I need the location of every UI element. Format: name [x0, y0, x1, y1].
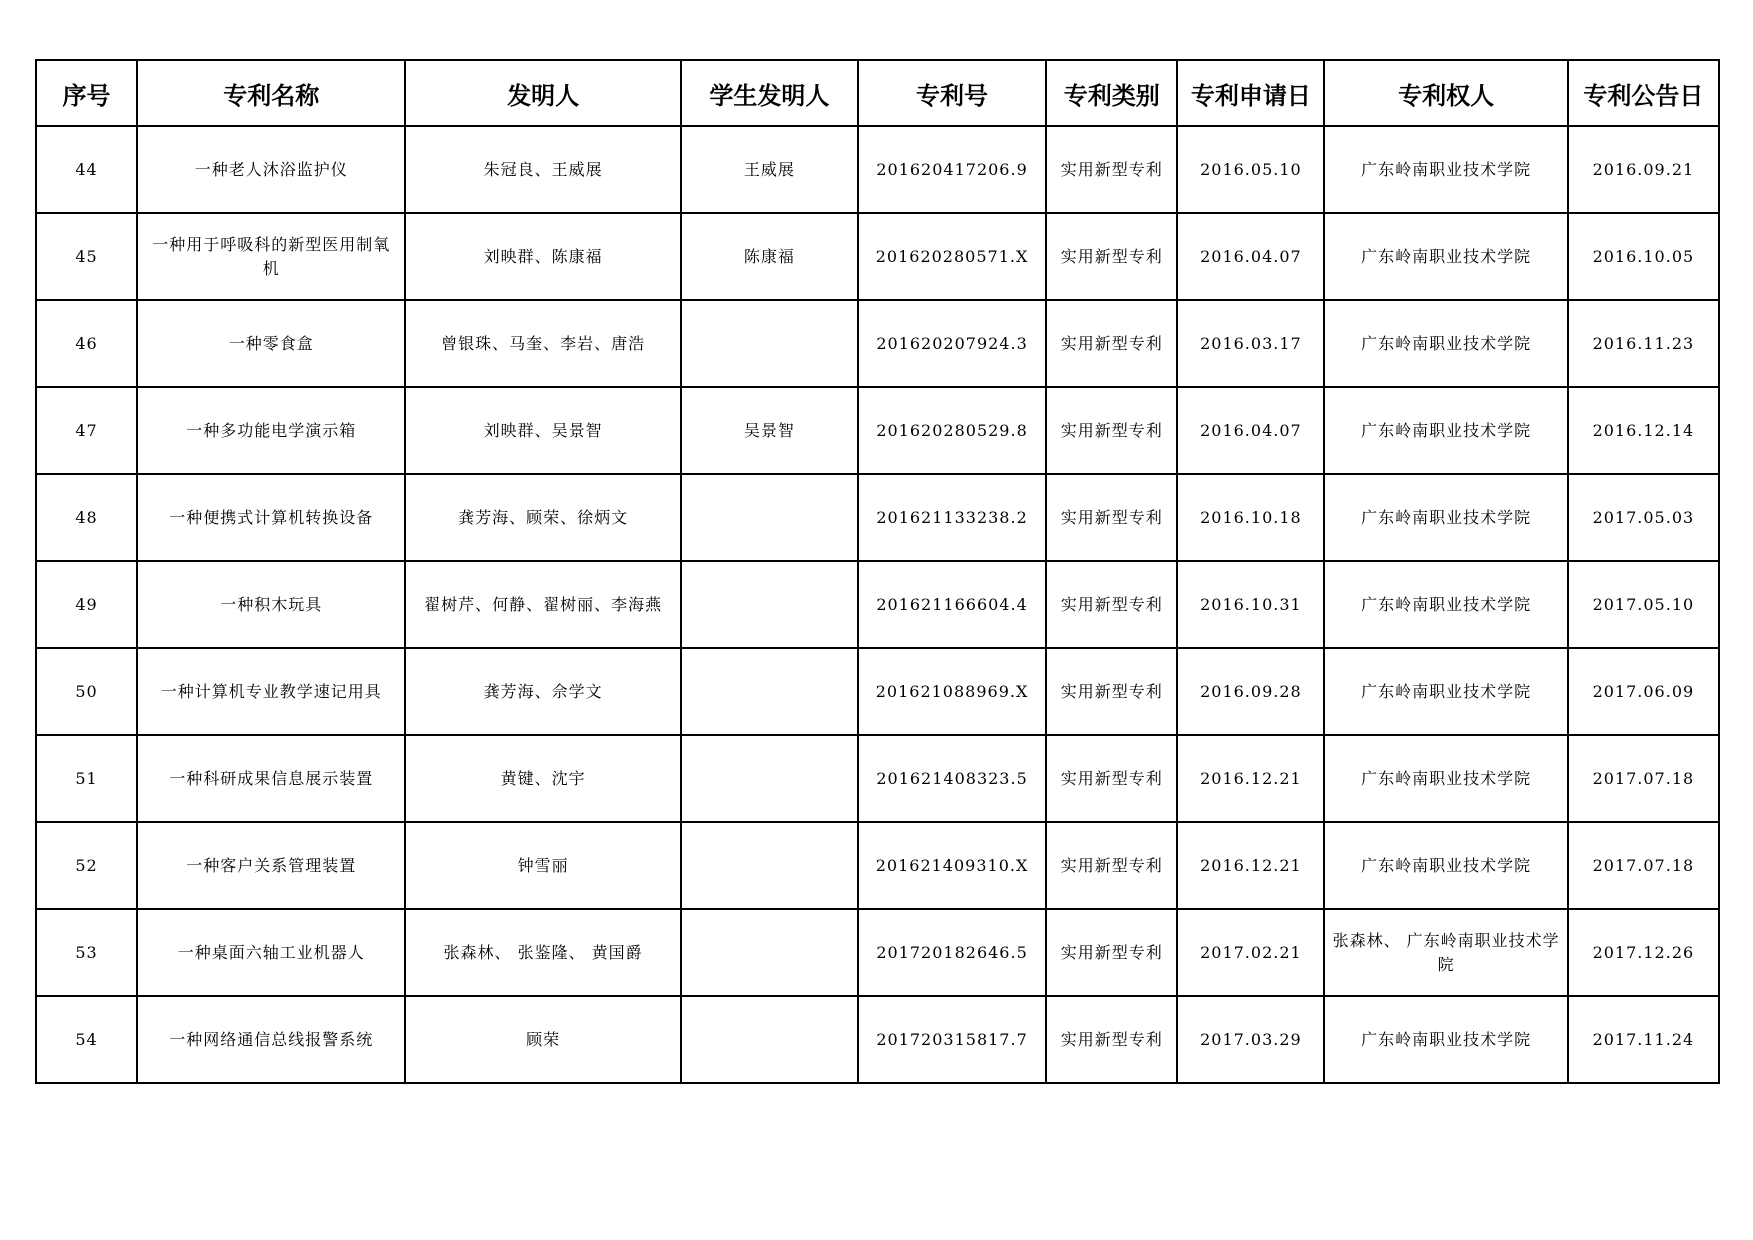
cell-owner: 广东岭南职业技术学院 [1324, 213, 1567, 300]
header-inventors: 发明人 [405, 60, 680, 126]
cell-type: 实用新型专利 [1046, 126, 1177, 213]
cell-type: 实用新型专利 [1046, 561, 1177, 648]
table-row [36, 126, 1719, 213]
cell-owner: 广东岭南职业技术学院 [1324, 561, 1567, 648]
cell-student-inventor [681, 822, 858, 909]
cell-patent-no: 201620280571.X [858, 213, 1046, 300]
cell-publish-date: 2017.06.09 [1568, 648, 1719, 735]
table-header [36, 60, 1719, 126]
cell-name: 一种桌面六轴工业机器人 [137, 909, 405, 996]
cell-patent-no: 201621133238.2 [858, 474, 1046, 561]
cell-student-inventor [681, 474, 858, 561]
cell-apply-date: 2016.12.21 [1177, 822, 1324, 909]
table-row [36, 213, 1719, 300]
cell-student-inventor [681, 561, 858, 648]
cell-patent-no: 201720315817.7 [858, 996, 1046, 1083]
cell-no: 46 [36, 300, 137, 387]
cell-type: 实用新型专利 [1046, 387, 1177, 474]
cell-publish-date: 2017.12.26 [1568, 909, 1719, 996]
cell-apply-date: 2016.10.18 [1177, 474, 1324, 561]
cell-owner: 广东岭南职业技术学院 [1324, 474, 1567, 561]
cell-type: 实用新型专利 [1046, 909, 1177, 996]
cell-inventors: 黄键、沈宇 [405, 735, 680, 822]
cell-patent-no: 201621166604.4 [858, 561, 1046, 648]
cell-publish-date: 2017.11.24 [1568, 996, 1719, 1083]
cell-apply-date: 2016.10.31 [1177, 561, 1324, 648]
cell-patent-no: 201720182646.5 [858, 909, 1046, 996]
cell-owner: 广东岭南职业技术学院 [1324, 387, 1567, 474]
cell-apply-date: 2016.12.21 [1177, 735, 1324, 822]
cell-owner: 张森林、 广东岭南职业技术学院 [1324, 909, 1567, 996]
cell-student-inventor [681, 648, 858, 735]
cell-owner: 广东岭南职业技术学院 [1324, 996, 1567, 1083]
table-row [36, 996, 1719, 1083]
cell-apply-date: 2017.03.29 [1177, 996, 1324, 1083]
cell-student-inventor [681, 300, 858, 387]
cell-no: 52 [36, 822, 137, 909]
cell-name: 一种计算机专业教学速记用具 [137, 648, 405, 735]
cell-inventors: 顾荣 [405, 996, 680, 1083]
table-row [36, 387, 1719, 474]
cell-name: 一种零食盒 [137, 300, 405, 387]
header-no: 序号 [36, 60, 137, 126]
cell-no: 54 [36, 996, 137, 1083]
cell-no: 47 [36, 387, 137, 474]
cell-name: 一种科研成果信息展示装置 [137, 735, 405, 822]
cell-patent-no: 201620417206.9 [858, 126, 1046, 213]
table-row [36, 300, 1719, 387]
cell-publish-date: 2017.05.03 [1568, 474, 1719, 561]
cell-publish-date: 2016.09.21 [1568, 126, 1719, 213]
header-publish-date: 专利公告日 [1568, 60, 1719, 126]
cell-student-inventor [681, 996, 858, 1083]
table-row [36, 735, 1719, 822]
cell-patent-no: 201620280529.8 [858, 387, 1046, 474]
cell-owner: 广东岭南职业技术学院 [1324, 648, 1567, 735]
cell-no: 45 [36, 213, 137, 300]
cell-no: 51 [36, 735, 137, 822]
cell-patent-no: 201620207924.3 [858, 300, 1046, 387]
cell-no: 50 [36, 648, 137, 735]
cell-type: 实用新型专利 [1046, 735, 1177, 822]
cell-type: 实用新型专利 [1046, 474, 1177, 561]
cell-publish-date: 2017.05.10 [1568, 561, 1719, 648]
cell-type: 实用新型专利 [1046, 300, 1177, 387]
header-type: 专利类别 [1046, 60, 1177, 126]
table-body [36, 126, 1719, 1083]
cell-student-inventor [681, 909, 858, 996]
cell-apply-date: 2016.09.28 [1177, 648, 1324, 735]
cell-owner: 广东岭南职业技术学院 [1324, 822, 1567, 909]
cell-name: 一种多功能电学演示箱 [137, 387, 405, 474]
cell-name: 一种便携式计算机转换设备 [137, 474, 405, 561]
cell-publish-date: 2016.11.23 [1568, 300, 1719, 387]
cell-publish-date: 2016.10.05 [1568, 213, 1719, 300]
table-row [36, 561, 1719, 648]
cell-no: 49 [36, 561, 137, 648]
cell-owner: 广东岭南职业技术学院 [1324, 126, 1567, 213]
cell-name: 一种积木玩具 [137, 561, 405, 648]
table-row [36, 909, 1719, 996]
cell-patent-no: 201621408323.5 [858, 735, 1046, 822]
header-student-inventor: 学生发明人 [681, 60, 858, 126]
cell-inventors: 张森林、 张鉴隆、 黄国爵 [405, 909, 680, 996]
cell-student-inventor: 王威展 [681, 126, 858, 213]
header-patent-no: 专利号 [858, 60, 1046, 126]
cell-publish-date: 2017.07.18 [1568, 735, 1719, 822]
header-apply-date: 专利申请日 [1177, 60, 1324, 126]
cell-type: 实用新型专利 [1046, 822, 1177, 909]
cell-student-inventor [681, 735, 858, 822]
cell-inventors: 龚芳海、顾荣、徐炳文 [405, 474, 680, 561]
cell-name: 一种用于呼吸科的新型医用制氧机 [137, 213, 405, 300]
header-row [36, 60, 1719, 126]
header-name: 专利名称 [137, 60, 405, 126]
cell-student-inventor: 陈康福 [681, 213, 858, 300]
cell-inventors: 龚芳海、佘学文 [405, 648, 680, 735]
cell-apply-date: 2016.03.17 [1177, 300, 1324, 387]
cell-apply-date: 2016.04.07 [1177, 213, 1324, 300]
cell-type: 实用新型专利 [1046, 996, 1177, 1083]
cell-apply-date: 2016.04.07 [1177, 387, 1324, 474]
cell-inventors: 刘映群、陈康福 [405, 213, 680, 300]
cell-publish-date: 2017.07.18 [1568, 822, 1719, 909]
cell-inventors: 曾银珠、马奎、李岩、唐浩 [405, 300, 680, 387]
cell-owner: 广东岭南职业技术学院 [1324, 300, 1567, 387]
cell-inventors: 钟雪丽 [405, 822, 680, 909]
cell-inventors: 朱冠良、王威展 [405, 126, 680, 213]
cell-name: 一种老人沐浴监护仪 [137, 126, 405, 213]
cell-apply-date: 2017.02.21 [1177, 909, 1324, 996]
cell-no: 44 [36, 126, 137, 213]
cell-inventors: 刘映群、吴景智 [405, 387, 680, 474]
cell-name: 一种网络通信总线报警系统 [137, 996, 405, 1083]
cell-student-inventor: 吴景智 [681, 387, 858, 474]
cell-patent-no: 201621088969.X [858, 648, 1046, 735]
cell-type: 实用新型专利 [1046, 213, 1177, 300]
cell-publish-date: 2016.12.14 [1568, 387, 1719, 474]
cell-patent-no: 201621409310.X [858, 822, 1046, 909]
cell-name: 一种客户关系管理装置 [137, 822, 405, 909]
header-owner: 专利权人 [1324, 60, 1567, 126]
table-row [36, 822, 1719, 909]
cell-owner: 广东岭南职业技术学院 [1324, 735, 1567, 822]
patent-table [35, 59, 1720, 1084]
table-row [36, 648, 1719, 735]
cell-no: 48 [36, 474, 137, 561]
cell-apply-date: 2016.05.10 [1177, 126, 1324, 213]
cell-inventors: 翟树芹、何静、翟树丽、李海燕 [405, 561, 680, 648]
table-row [36, 474, 1719, 561]
cell-no: 53 [36, 909, 137, 996]
cell-type: 实用新型专利 [1046, 648, 1177, 735]
